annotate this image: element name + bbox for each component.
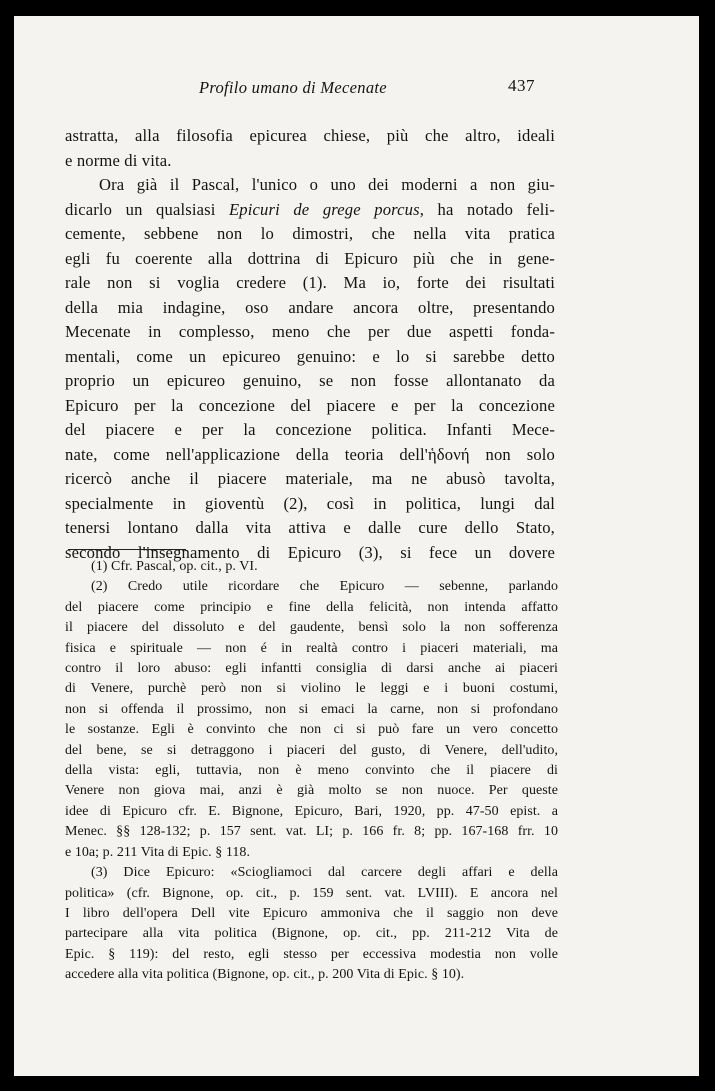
footnote-line: accedere alla vita politica (Bignone, op. cit., p. 200 Vita di Epic. § 10). <box>65 967 465 983</box>
footnote-line: il piacere del dissoluto e del gaudente, bensì solo la non sofferenza <box>65 620 558 636</box>
footnote-line: politica» (cfr. Bignone, op. cit., p. 159 sent. vat. LVIII). E ancora nel <box>65 885 558 901</box>
footnotes <box>65 557 558 986</box>
footnote-line: non si offenda il prossimo, non si emaci la carne, non si profondano <box>65 701 558 717</box>
text-line: Epicuro per la concezione del piacere e per la concezione <box>65 395 555 415</box>
footnote-line: della vista: egli, tuttavia, non è meno convinto che il piacere di <box>65 763 558 779</box>
text-line: mentali, come un epicureo genuino: e lo si sarebbe detto <box>65 346 555 366</box>
footnote-line: e 10a; p. 211 Vita di Epic. § 118. <box>65 844 251 860</box>
footnote-line: del piacere come principio e fine della felicità, non intenda affatto <box>65 599 558 615</box>
text-line: della mia indagine, oso andare ancora oltre, presentando <box>65 297 555 317</box>
text-line: del piacere e per la concezione politica. Infanti Mece- <box>65 420 555 439</box>
footnote-line: di Venere, purchè però non si violino le leggi e i buoni costumi, <box>65 681 558 697</box>
text-line: nate, come nell'applicazione della teoria dell'ἡδονή non solo <box>65 444 555 464</box>
main-text <box>65 124 555 565</box>
footnote-separator <box>68 549 186 550</box>
italic-latin-phrase: Epicuri de grege porcus <box>229 199 420 219</box>
text-line: rale non si voglia credere (1). Ma io, forte dei risultati <box>65 273 555 292</box>
footnote-line: le sostanze. Egli è convinto che non ci si può fare un vero concetto <box>65 722 558 738</box>
footnote-line: I libro dell'opera Dell vite Epicuro ammoniva che il saggio non deve <box>65 905 558 921</box>
footnote-line: (1) Cfr. Pascal, op. cit., p. VI. <box>91 559 258 574</box>
text-line: Mecenate in complesso, meno che per due aspetti fonda- <box>65 322 555 341</box>
footnote-line: contro il loro abuso: egli infantti consiglia di darsi anche ai piaceri <box>65 661 558 677</box>
running-title: Profilo umano di Mecenate <box>199 78 387 97</box>
footnote-line: fisica e spirituale — non é in realtà contro i piaceri materiali, ma <box>65 640 558 656</box>
footnote-line: (2) Credo utile ricordare che Epicuro — sebenne, parlando <box>91 579 558 595</box>
page-number: 437 <box>508 76 535 95</box>
text-line: proprio un epicureo genuino, se non fosse allontanato da <box>65 371 555 390</box>
text-line: secondo l'insegnamento di Epicuro (3), si fece un dovere <box>65 542 555 562</box>
footnote-line: Epic. § 119): del resto, egli stesso per eccessiva modestia non volle <box>65 946 558 962</box>
text-line: specialmente in gioventù (2), così in politica, lungi dal <box>65 493 555 513</box>
book-page <box>14 16 699 1076</box>
text-line-with-italic: dicarlo un qualsiasi Epicuri de grege porcus, ha notado feli- <box>65 199 555 219</box>
text-line: egli fu coerente alla dottrina di Epicuro più che in gene- <box>65 248 555 268</box>
text-line: cemente, sebbene non lo dimostri, che nella vita pratica <box>65 224 555 243</box>
text-line: ricercò anche il piacere materiale, ma ne abusò tavolta, <box>65 469 555 488</box>
footnote-line: partecipare alla vita politica (Bignone, op. cit., pp. 211-212 Vita de <box>65 926 558 942</box>
page-header <box>14 76 699 104</box>
footnote-line: Menec. §§ 128-132; p. 157 sent. vat. LI; p. 166 fr. 8; pp. 167-168 frr. 10 <box>65 824 558 840</box>
text-line: e norme di vita. <box>65 150 172 170</box>
text-line: tenersi lontano dalla vita attiva e dalle cure dello Stato, <box>65 518 555 537</box>
footnote-line: (3) Dice Epicuro: «Sciogliamoci dal carcere degli affari e della <box>91 865 558 881</box>
footnote-line: idee di Epicuro cfr. E. Bignone, Epicuro, Bari, 1920, pp. 47-50 epist. a <box>65 803 558 819</box>
footnote-line: Venere non giova mai, anzi è già molto se non nuoce. Per queste <box>65 783 558 799</box>
footnote-line: del bene, se si detraggono i piaceri del gusto, di Venere, dell'udito, <box>65 742 558 758</box>
text-line: Ora già il Pascal, l'unico o uno dei moderni a non giu- <box>99 175 555 194</box>
text-line: astratta, alla filosofia epicurea chiese, più che altro, ideali <box>65 126 555 145</box>
